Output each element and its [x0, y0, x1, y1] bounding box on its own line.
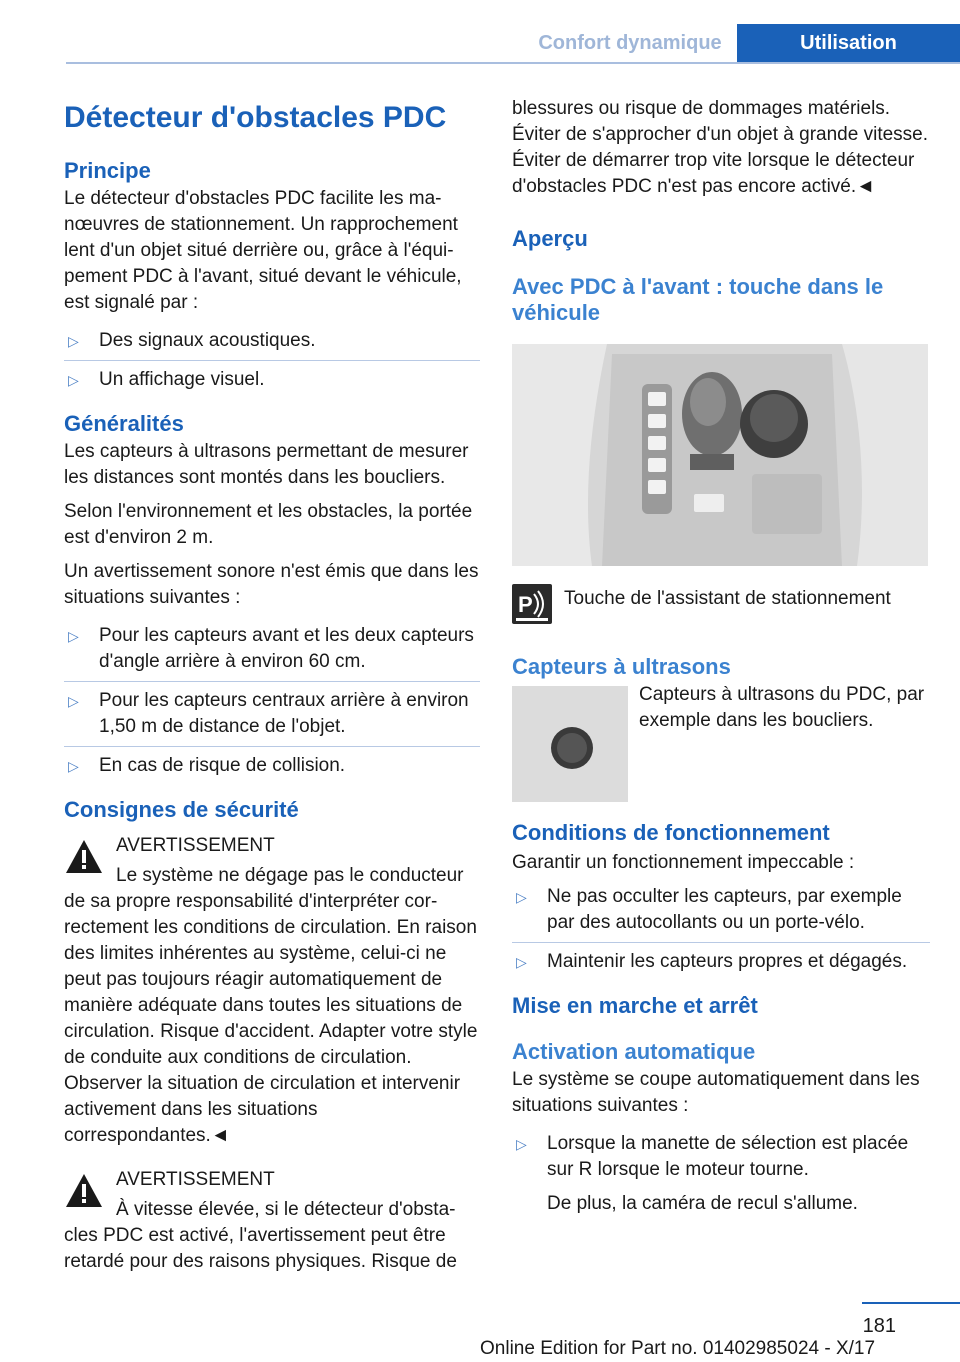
triangle-bullet-icon: ▷: [68, 758, 79, 774]
list-item: ▷ En cas de risque de collision.: [64, 753, 480, 785]
generalites-p3: Un avertissement sonore n'est émis que dans les situations suivantes :: [64, 561, 479, 608]
apercu-heading: Aperçu: [512, 226, 588, 251]
capteurs-row: [512, 682, 930, 804]
warning-text: À vitesse élevée, si le détecteur d'obstacles PDC est activé, l'avertissement peut être retardé pour des raisons physiques. Risque de: [64, 1199, 457, 1272]
warning-label: AVERTISSEMENT: [116, 835, 275, 856]
activation-list: [512, 1131, 930, 1183]
activation-heading: Activation automatique: [512, 1039, 756, 1064]
page-number: 181: [862, 1315, 896, 1337]
warning-continuation: blessures ou risque de dommages matériels. Éviter de s'approcher d'un objet à grande vitesse. Éviter de démarrer trop vite lorsque le détecteur d'obstacles PDC n'est pas encore activé.◄: [512, 98, 929, 197]
list-item: ▷ Lorsque la manette de sélection est placée sur R lorsque le moteur tourne.: [516, 1133, 909, 1180]
avec-pdc-heading: Avec PDC à l'avant : touche dans le véhicule: [512, 274, 884, 325]
svg-text:P: P: [518, 592, 533, 617]
consignes-heading: Consignes de sécurité: [64, 797, 299, 822]
principe-list: [64, 328, 480, 399]
capteurs-heading: Capteurs à ultrasons: [512, 654, 731, 679]
triangle-bullet-icon: ▷: [68, 693, 79, 709]
center-console-illustration: [512, 344, 928, 566]
parking-assistant-icon: [512, 584, 552, 624]
touche-row: [512, 584, 930, 632]
page-title: Détecteur d'obstacles PDC: [64, 101, 447, 134]
principe-text: Le détecteur d'obstacles PDC facilite les manœuvres de stationnement. Un rapprochement lent d'un objet situé derrière ou, grâce à l'équipement PDC à l'avant, situé devant le véhicule, est signalé par :: [64, 188, 462, 313]
triangle-bullet-icon: ▷: [68, 333, 79, 349]
triangle-bullet-icon: ▷: [516, 954, 527, 970]
warning-triangle-icon: [64, 1171, 104, 1211]
mise-en-marche-heading: Mise en marche et arrêt: [512, 993, 758, 1018]
touche-label: Touche de l'assistant de stationnement: [564, 588, 891, 609]
edition-line: Online Edition for Part no. 01402985024 - X/17: [480, 1338, 876, 1359]
activation-sub-text: De plus, la caméra de recul s'allume.: [547, 1193, 858, 1214]
list-item: ▷ Des signaux acoustiques.: [64, 328, 480, 361]
left-column: [64, 96, 480, 1275]
generalites-list: [64, 623, 480, 785]
list-item: ▷ Maintenir les capteurs propres et dégagés.: [512, 949, 930, 981]
list-item: ▷ Ne pas occulter les capteurs, par exemple par des autocollants ou un porte-vélo.: [512, 884, 930, 943]
warning-text: Le système ne dégage pas le conducteur de sa propre responsabilité d'interpréter correctement les conditions de circulation. En raison des limites inhérentes au système, celui-ci ne peut pas toujours réagir automatiquement de manière adéquate dans toutes les situations de circulation. Risque d'accident. Adapter votre style de conduite aux conditions de circulation. Observer la situation de circulation et intervenir activement dans les situations correspondantes.◄: [64, 865, 478, 1146]
warning-triangle-icon: [64, 837, 104, 877]
warning-block-2: [64, 1167, 480, 1275]
header-rule: [66, 62, 960, 64]
triangle-bullet-icon: ▷: [68, 628, 79, 644]
conditions-list: [512, 884, 930, 981]
triangle-bullet-icon: ▷: [68, 372, 79, 388]
warning-label: AVERTISSEMENT: [116, 1169, 275, 1190]
triangle-bullet-icon: ▷: [516, 889, 527, 905]
conditions-heading: Conditions de fonctionnement: [512, 820, 830, 845]
list-item: ▷ Un affichage visuel.: [64, 367, 480, 399]
generalites-p1: Les capteurs à ultrasons permettant de mesurer les distances sont montés dans les boucliers.: [64, 441, 469, 488]
footer-rule: [862, 1302, 960, 1304]
conditions-text: Garantir un fonctionnement impeccable :: [512, 852, 855, 873]
capteurs-text: Capteurs à ultrasons du PDC, par exemple dans les boucliers.: [639, 684, 925, 731]
header-active-tab[interactable]: Utilisation: [737, 24, 960, 62]
generalites-p2: Selon l'environnement et les obstacles, la portée est d'environ 2 m.: [64, 501, 473, 548]
list-item: ▷ Pour les capteurs avant et les deux capteurs d'angle arrière à environ 60 cm.: [64, 623, 480, 682]
generalites-heading: Généralités: [64, 411, 184, 436]
triangle-bullet-icon: ▷: [516, 1136, 527, 1152]
sensor-photo: [512, 686, 628, 802]
header-section-tab[interactable]: Confort dynamique: [524, 24, 736, 62]
center-console-photo: [512, 344, 928, 566]
activation-text: Le système se coupe automatiquement dans les situations suivantes :: [512, 1069, 920, 1116]
right-column: [512, 96, 930, 1217]
warning-block-1: [64, 833, 480, 1149]
list-item: ▷ Pour les capteurs centraux arrière à environ 1,50 m de distance de l'objet.: [64, 688, 480, 747]
principe-heading: Principe: [64, 158, 151, 183]
